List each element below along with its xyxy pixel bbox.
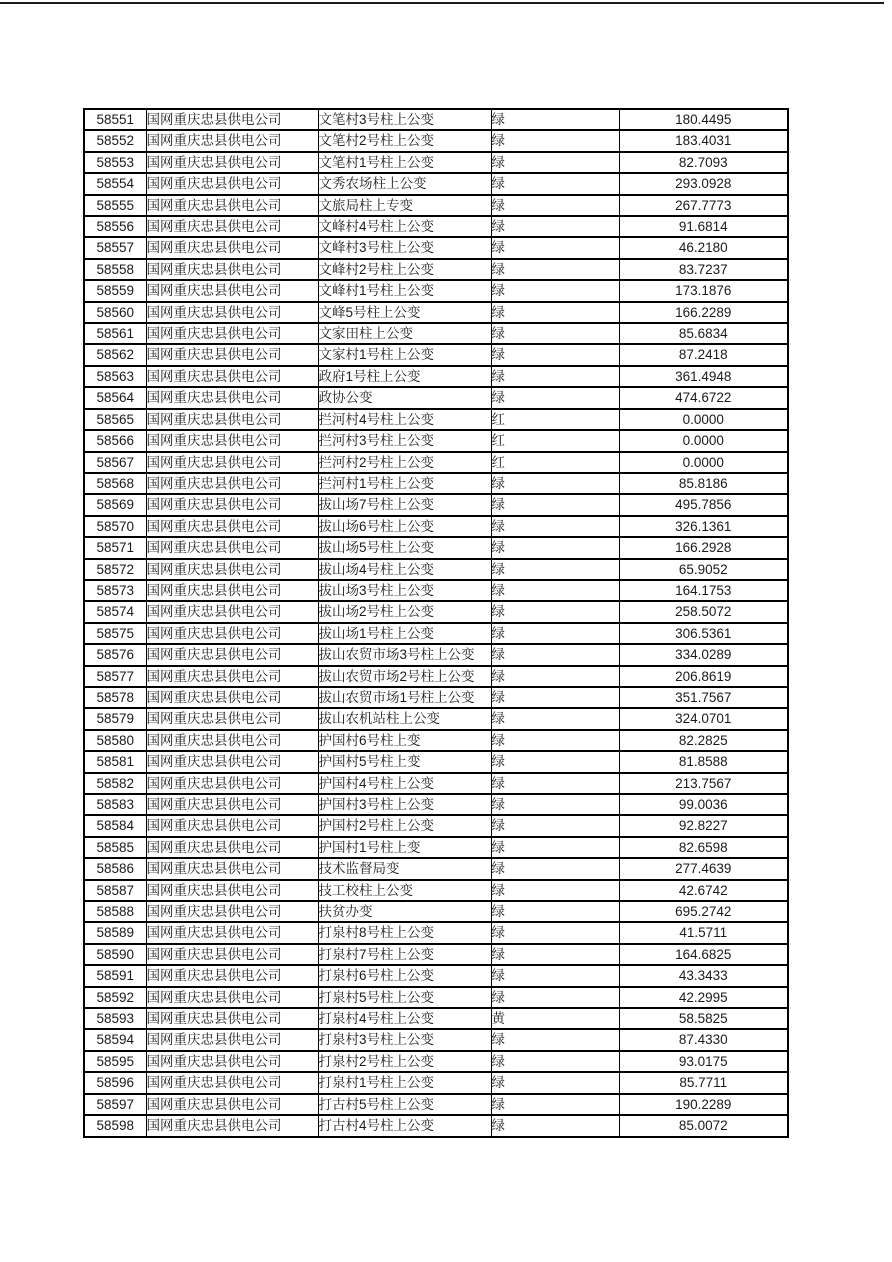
- company-cell: 国网重庆忠县供电公司: [146, 452, 318, 473]
- row-id-cell: 58560: [84, 302, 146, 323]
- company-cell: 国网重庆忠县供电公司: [146, 858, 318, 879]
- row-id-cell: 58566: [84, 430, 146, 451]
- status-cell: 红: [491, 409, 619, 430]
- row-id-cell: 58573: [84, 580, 146, 601]
- company-cell: 国网重庆忠县供电公司: [146, 794, 318, 815]
- value-cell: 495.7856: [619, 494, 788, 515]
- company-cell: 国网重庆忠县供电公司: [146, 173, 318, 194]
- table-row: [84, 773, 788, 794]
- value-cell: 206.8619: [619, 666, 788, 687]
- status-cell: 绿: [491, 1051, 619, 1072]
- row-id-cell: 58587: [84, 880, 146, 901]
- transformer-name-cell: 拦河村4号柱上公变: [318, 409, 491, 430]
- table-row: [84, 516, 788, 537]
- transformer-name-cell: 拔山场3号柱上公变: [318, 580, 491, 601]
- transformer-name-cell: 打泉村6号柱上公变: [318, 965, 491, 986]
- transformer-name-cell: 技工校柱上公变: [318, 880, 491, 901]
- table-row: [84, 1051, 788, 1072]
- value-cell: 361.4948: [619, 366, 788, 387]
- company-cell: 国网重庆忠县供电公司: [146, 559, 318, 580]
- row-id-cell: 58572: [84, 559, 146, 580]
- transformer-name-cell: 文峰村4号柱上公变: [318, 216, 491, 237]
- table-row: [84, 387, 788, 408]
- value-cell: 65.9052: [619, 559, 788, 580]
- value-cell: 183.4031: [619, 130, 788, 151]
- value-cell: 83.7237: [619, 259, 788, 280]
- transformer-name-cell: 文峰村1号柱上公变: [318, 280, 491, 301]
- table-body: [84, 109, 788, 1137]
- transformer-name-cell: 文峰村3号柱上公变: [318, 237, 491, 258]
- table-row: [84, 901, 788, 922]
- table-row: [84, 152, 788, 173]
- company-cell: 国网重庆忠县供电公司: [146, 280, 318, 301]
- row-id-cell: 58568: [84, 473, 146, 494]
- company-cell: 国网重庆忠县供电公司: [146, 944, 318, 965]
- row-id-cell: 58592: [84, 987, 146, 1008]
- company-cell: 国网重庆忠县供电公司: [146, 623, 318, 644]
- table-row: [84, 623, 788, 644]
- company-cell: 国网重庆忠县供电公司: [146, 1008, 318, 1029]
- value-cell: 82.6598: [619, 837, 788, 858]
- table-row: [84, 708, 788, 729]
- value-cell: 173.1876: [619, 280, 788, 301]
- transformer-name-cell: 护国村6号柱上变: [318, 730, 491, 751]
- company-cell: 国网重庆忠县供电公司: [146, 580, 318, 601]
- value-cell: 164.1753: [619, 580, 788, 601]
- row-id-cell: 58597: [84, 1094, 146, 1115]
- status-cell: 绿: [491, 666, 619, 687]
- status-cell: 绿: [491, 644, 619, 665]
- company-cell: 国网重庆忠县供电公司: [146, 302, 318, 323]
- table-row: [84, 559, 788, 580]
- company-cell: 国网重庆忠县供电公司: [146, 1115, 318, 1136]
- value-cell: 85.7711: [619, 1072, 788, 1093]
- status-cell: 绿: [491, 302, 619, 323]
- transformer-name-cell: 文笔村2号柱上公变: [318, 130, 491, 151]
- table-row: [84, 259, 788, 280]
- value-cell: 474.6722: [619, 387, 788, 408]
- table-row: [84, 109, 788, 130]
- row-id-cell: 58552: [84, 130, 146, 151]
- table-row: [84, 815, 788, 836]
- status-cell: 绿: [491, 901, 619, 922]
- table-row: [84, 1008, 788, 1029]
- value-cell: 42.2995: [619, 987, 788, 1008]
- value-cell: 324.0701: [619, 708, 788, 729]
- row-id-cell: 58589: [84, 922, 146, 943]
- transformer-name-cell: 拔山农贸市场2号柱上公变: [318, 666, 491, 687]
- value-cell: 82.7093: [619, 152, 788, 173]
- status-cell: 绿: [491, 880, 619, 901]
- status-cell: 绿: [491, 944, 619, 965]
- transformer-name-cell: 拦河村3号柱上公变: [318, 430, 491, 451]
- table-row: [84, 1029, 788, 1050]
- row-id-cell: 58576: [84, 644, 146, 665]
- value-cell: 213.7567: [619, 773, 788, 794]
- value-cell: 258.5072: [619, 601, 788, 622]
- status-cell: 绿: [491, 152, 619, 173]
- company-cell: 国网重庆忠县供电公司: [146, 773, 318, 794]
- transformer-name-cell: 拔山农机站柱上公变: [318, 708, 491, 729]
- company-cell: 国网重庆忠县供电公司: [146, 494, 318, 515]
- row-id-cell: 58571: [84, 537, 146, 558]
- transformer-name-cell: 打泉村2号柱上公变: [318, 1051, 491, 1072]
- row-id-cell: 58557: [84, 237, 146, 258]
- transformer-name-cell: 文家村1号柱上公变: [318, 344, 491, 365]
- row-id-cell: 58581: [84, 751, 146, 772]
- status-cell: 绿: [491, 537, 619, 558]
- transformer-name-cell: 拔山场4号柱上公变: [318, 559, 491, 580]
- status-cell: 绿: [491, 751, 619, 772]
- company-cell: 国网重庆忠县供电公司: [146, 473, 318, 494]
- table-row: [84, 537, 788, 558]
- transformer-name-cell: 文峰村2号柱上公变: [318, 259, 491, 280]
- transformer-name-cell: 打泉村1号柱上公变: [318, 1072, 491, 1093]
- value-cell: 85.8186: [619, 473, 788, 494]
- company-cell: 国网重庆忠县供电公司: [146, 1094, 318, 1115]
- company-cell: 国网重庆忠县供电公司: [146, 366, 318, 387]
- company-cell: 国网重庆忠县供电公司: [146, 344, 318, 365]
- row-id-cell: 58558: [84, 259, 146, 280]
- row-id-cell: 58595: [84, 1051, 146, 1072]
- value-cell: 92.8227: [619, 815, 788, 836]
- company-cell: 国网重庆忠县供电公司: [146, 601, 318, 622]
- company-cell: 国网重庆忠县供电公司: [146, 259, 318, 280]
- table-row: [84, 323, 788, 344]
- company-cell: 国网重庆忠县供电公司: [146, 730, 318, 751]
- row-id-cell: 58551: [84, 109, 146, 130]
- status-cell: 绿: [491, 1115, 619, 1136]
- company-cell: 国网重庆忠县供电公司: [146, 237, 318, 258]
- status-cell: 绿: [491, 259, 619, 280]
- status-cell: 绿: [491, 773, 619, 794]
- company-cell: 国网重庆忠县供电公司: [146, 708, 318, 729]
- table-row: [84, 666, 788, 687]
- transformer-name-cell: 拦河村1号柱上公变: [318, 473, 491, 494]
- row-id-cell: 58598: [84, 1115, 146, 1136]
- transformer-name-cell: 拔山场6号柱上公变: [318, 516, 491, 537]
- company-cell: 国网重庆忠县供电公司: [146, 1051, 318, 1072]
- status-cell: 绿: [491, 1029, 619, 1050]
- row-id-cell: 58562: [84, 344, 146, 365]
- table-row: [84, 216, 788, 237]
- company-cell: 国网重庆忠县供电公司: [146, 1072, 318, 1093]
- row-id-cell: 58588: [84, 901, 146, 922]
- transformer-name-cell: 护国村5号柱上变: [318, 751, 491, 772]
- table-row: [84, 944, 788, 965]
- transformer-name-cell: 打古村5号柱上公变: [318, 1094, 491, 1115]
- company-cell: 国网重庆忠县供电公司: [146, 1029, 318, 1050]
- company-cell: 国网重庆忠县供电公司: [146, 751, 318, 772]
- table-row: [84, 130, 788, 151]
- company-cell: 国网重庆忠县供电公司: [146, 537, 318, 558]
- row-id-cell: 58586: [84, 858, 146, 879]
- company-cell: 国网重庆忠县供电公司: [146, 965, 318, 986]
- row-id-cell: 58579: [84, 708, 146, 729]
- page-top-rule: [0, 2, 884, 4]
- table-row: [84, 1072, 788, 1093]
- transformer-name-cell: 文家田柱上公变: [318, 323, 491, 344]
- table-row: [84, 644, 788, 665]
- value-cell: 0.0000: [619, 430, 788, 451]
- table-row: [84, 601, 788, 622]
- transformer-name-cell: 护国村4号柱上公变: [318, 773, 491, 794]
- company-cell: 国网重庆忠县供电公司: [146, 880, 318, 901]
- row-id-cell: 58594: [84, 1029, 146, 1050]
- status-cell: 绿: [491, 473, 619, 494]
- transformer-name-cell: 技术监督局变: [318, 858, 491, 879]
- row-id-cell: 58570: [84, 516, 146, 537]
- status-cell: 绿: [491, 730, 619, 751]
- status-cell: 红: [491, 430, 619, 451]
- status-cell: 绿: [491, 601, 619, 622]
- status-cell: 绿: [491, 323, 619, 344]
- table-row: [84, 494, 788, 515]
- status-cell: 绿: [491, 173, 619, 194]
- value-cell: 82.2825: [619, 730, 788, 751]
- transformer-name-cell: 拔山场2号柱上公变: [318, 601, 491, 622]
- status-cell: 绿: [491, 494, 619, 515]
- table-row: [84, 195, 788, 216]
- status-cell: 绿: [491, 1072, 619, 1093]
- table-row: [84, 751, 788, 772]
- table-row: [84, 366, 788, 387]
- value-cell: 93.0175: [619, 1051, 788, 1072]
- transformer-name-cell: 文峰5号柱上公变: [318, 302, 491, 323]
- table-row: [84, 430, 788, 451]
- value-cell: 0.0000: [619, 452, 788, 473]
- value-cell: 166.2928: [619, 537, 788, 558]
- transformer-name-cell: 打泉村8号柱上公变: [318, 922, 491, 943]
- row-id-cell: 58553: [84, 152, 146, 173]
- transformer-name-cell: 拔山场5号柱上公变: [318, 537, 491, 558]
- row-id-cell: 58583: [84, 794, 146, 815]
- row-id-cell: 58574: [84, 601, 146, 622]
- status-cell: 绿: [491, 366, 619, 387]
- status-cell: 绿: [491, 815, 619, 836]
- company-cell: 国网重庆忠县供电公司: [146, 387, 318, 408]
- table-row: [84, 173, 788, 194]
- status-cell: 绿: [491, 987, 619, 1008]
- table-row: [84, 794, 788, 815]
- transformer-table: [83, 108, 789, 1138]
- status-cell: 绿: [491, 195, 619, 216]
- company-cell: 国网重庆忠县供电公司: [146, 644, 318, 665]
- transformer-name-cell: 护国村2号柱上公变: [318, 815, 491, 836]
- value-cell: 267.7773: [619, 195, 788, 216]
- status-cell: 绿: [491, 922, 619, 943]
- value-cell: 164.6825: [619, 944, 788, 965]
- table-row: [84, 473, 788, 494]
- table-row: [84, 280, 788, 301]
- company-cell: 国网重庆忠县供电公司: [146, 837, 318, 858]
- table-row: [84, 687, 788, 708]
- status-cell: 绿: [491, 837, 619, 858]
- status-cell: 绿: [491, 344, 619, 365]
- status-cell: 绿: [491, 858, 619, 879]
- table-row: [84, 409, 788, 430]
- value-cell: 293.0928: [619, 173, 788, 194]
- row-id-cell: 58577: [84, 666, 146, 687]
- table-row: [84, 965, 788, 986]
- value-cell: 46.2180: [619, 237, 788, 258]
- company-cell: 国网重庆忠县供电公司: [146, 409, 318, 430]
- transformer-name-cell: 扶贫办变: [318, 901, 491, 922]
- table-row: [84, 237, 788, 258]
- table-row: [84, 302, 788, 323]
- row-id-cell: 58593: [84, 1008, 146, 1029]
- transformer-name-cell: 文笔村1号柱上公变: [318, 152, 491, 173]
- value-cell: 85.6834: [619, 323, 788, 344]
- row-id-cell: 58591: [84, 965, 146, 986]
- transformer-name-cell: 打泉村3号柱上公变: [318, 1029, 491, 1050]
- table-row: [84, 1115, 788, 1136]
- company-cell: 国网重庆忠县供电公司: [146, 687, 318, 708]
- row-id-cell: 58565: [84, 409, 146, 430]
- status-cell: 绿: [491, 623, 619, 644]
- company-cell: 国网重庆忠县供电公司: [146, 430, 318, 451]
- row-id-cell: 58578: [84, 687, 146, 708]
- table-row: [84, 730, 788, 751]
- value-cell: 277.4639: [619, 858, 788, 879]
- row-id-cell: 58564: [84, 387, 146, 408]
- company-cell: 国网重庆忠县供电公司: [146, 516, 318, 537]
- table-row: [84, 922, 788, 943]
- status-cell: 绿: [491, 109, 619, 130]
- value-cell: 326.1361: [619, 516, 788, 537]
- value-cell: 190.2289: [619, 1094, 788, 1115]
- row-id-cell: 58575: [84, 623, 146, 644]
- status-cell: 绿: [491, 216, 619, 237]
- status-cell: 绿: [491, 280, 619, 301]
- transformer-name-cell: 拔山场7号柱上公变: [318, 494, 491, 515]
- company-cell: 国网重庆忠县供电公司: [146, 815, 318, 836]
- value-cell: 166.2289: [619, 302, 788, 323]
- value-cell: 41.5711: [619, 922, 788, 943]
- company-cell: 国网重庆忠县供电公司: [146, 901, 318, 922]
- transformer-name-cell: 政府1号柱上公变: [318, 366, 491, 387]
- table-row: [84, 452, 788, 473]
- value-cell: 0.0000: [619, 409, 788, 430]
- value-cell: 81.8588: [619, 751, 788, 772]
- transformer-name-cell: 政协公变: [318, 387, 491, 408]
- row-id-cell: 58556: [84, 216, 146, 237]
- row-id-cell: 58559: [84, 280, 146, 301]
- status-cell: 绿: [491, 130, 619, 151]
- row-id-cell: 58584: [84, 815, 146, 836]
- transformer-name-cell: 打泉村4号柱上公变: [318, 1008, 491, 1029]
- status-cell: 红: [491, 452, 619, 473]
- status-cell: 绿: [491, 794, 619, 815]
- value-cell: 99.0036: [619, 794, 788, 815]
- company-cell: 国网重庆忠县供电公司: [146, 130, 318, 151]
- row-id-cell: 58582: [84, 773, 146, 794]
- transformer-name-cell: 拦河村2号柱上公变: [318, 452, 491, 473]
- table-row: [84, 880, 788, 901]
- value-cell: 334.0289: [619, 644, 788, 665]
- transformer-name-cell: 拔山场1号柱上公变: [318, 623, 491, 644]
- value-cell: 58.5825: [619, 1008, 788, 1029]
- transformer-name-cell: 护国村1号柱上变: [318, 837, 491, 858]
- value-cell: 91.6814: [619, 216, 788, 237]
- row-id-cell: 58596: [84, 1072, 146, 1093]
- status-cell: 绿: [491, 580, 619, 601]
- transformer-name-cell: 打古村4号柱上公变: [318, 1115, 491, 1136]
- row-id-cell: 58554: [84, 173, 146, 194]
- value-cell: 351.7567: [619, 687, 788, 708]
- transformer-name-cell: 打泉村5号柱上公变: [318, 987, 491, 1008]
- transformer-name-cell: 文旅局柱上专变: [318, 195, 491, 216]
- transformer-name-cell: 打泉村7号柱上公变: [318, 944, 491, 965]
- transformer-name-cell: 拔山农贸市场1号柱上公变: [318, 687, 491, 708]
- table-row: [84, 837, 788, 858]
- transformer-name-cell: 文笔村3号柱上公变: [318, 109, 491, 130]
- table-row: [84, 344, 788, 365]
- company-cell: 国网重庆忠县供电公司: [146, 109, 318, 130]
- value-cell: 42.6742: [619, 880, 788, 901]
- company-cell: 国网重庆忠县供电公司: [146, 666, 318, 687]
- value-cell: 43.3433: [619, 965, 788, 986]
- value-cell: 87.2418: [619, 344, 788, 365]
- company-cell: 国网重庆忠县供电公司: [146, 323, 318, 344]
- row-id-cell: 58563: [84, 366, 146, 387]
- table-row: [84, 580, 788, 601]
- status-cell: 绿: [491, 708, 619, 729]
- company-cell: 国网重庆忠县供电公司: [146, 195, 318, 216]
- transformer-name-cell: 护国村3号柱上公变: [318, 794, 491, 815]
- value-cell: 87.4330: [619, 1029, 788, 1050]
- status-cell: 绿: [491, 237, 619, 258]
- row-id-cell: 58567: [84, 452, 146, 473]
- status-cell: 绿: [491, 687, 619, 708]
- company-cell: 国网重庆忠县供电公司: [146, 987, 318, 1008]
- status-cell: 绿: [491, 387, 619, 408]
- value-cell: 695.2742: [619, 901, 788, 922]
- company-cell: 国网重庆忠县供电公司: [146, 216, 318, 237]
- row-id-cell: 58569: [84, 494, 146, 515]
- status-cell: 黄: [491, 1008, 619, 1029]
- transformer-name-cell: 拔山农贸市场3号柱上公变: [318, 644, 491, 665]
- row-id-cell: 58585: [84, 837, 146, 858]
- transformer-name-cell: 文秀农场柱上公变: [318, 173, 491, 194]
- table-row: [84, 987, 788, 1008]
- row-id-cell: 58555: [84, 195, 146, 216]
- row-id-cell: 58590: [84, 944, 146, 965]
- value-cell: 306.5361: [619, 623, 788, 644]
- row-id-cell: 58561: [84, 323, 146, 344]
- status-cell: 绿: [491, 516, 619, 537]
- status-cell: 绿: [491, 1094, 619, 1115]
- status-cell: 绿: [491, 965, 619, 986]
- company-cell: 国网重庆忠县供电公司: [146, 922, 318, 943]
- value-cell: 85.0072: [619, 1115, 788, 1136]
- table-row: [84, 1094, 788, 1115]
- company-cell: 国网重庆忠县供电公司: [146, 152, 318, 173]
- row-id-cell: 58580: [84, 730, 146, 751]
- table-row: [84, 858, 788, 879]
- status-cell: 绿: [491, 559, 619, 580]
- value-cell: 180.4495: [619, 109, 788, 130]
